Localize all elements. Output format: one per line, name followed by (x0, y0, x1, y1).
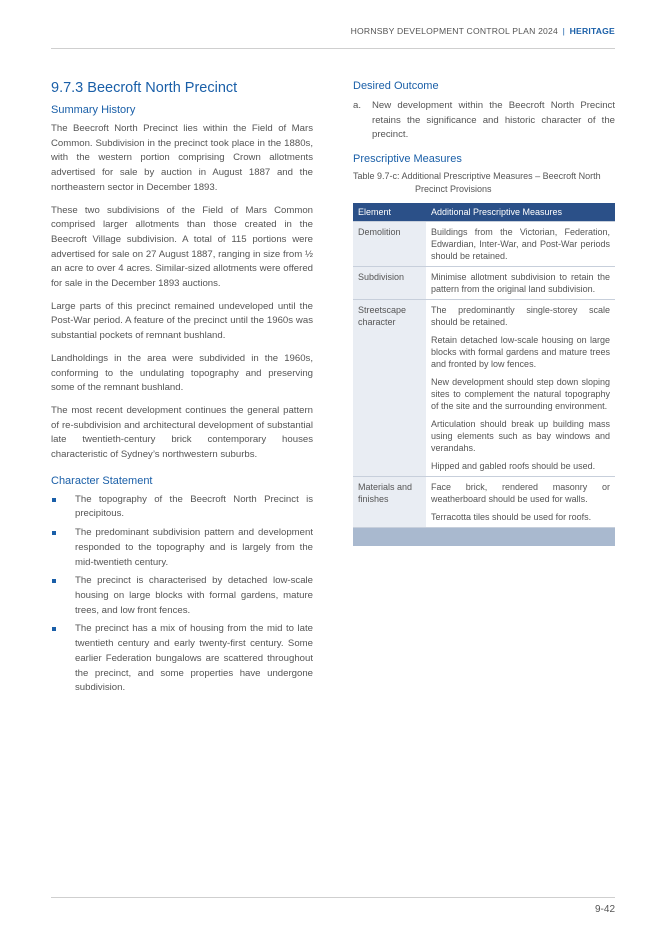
header-document-title: HORNSBY DEVELOPMENT CONTROL PLAN 2024 (350, 26, 558, 36)
table-footer-cell (353, 528, 615, 547)
summary-paragraph: These two subdivisions of the Field of Mars Common comprised larger allotments than those created in the Beecroft Village subdivision. A total of 115 portions were advertised for sale on 27 August 1887, ranging in size from ½ an acre to over 4 acres. Similar-sized allotments were offered for sale in the December 1893 auctions. (51, 204, 313, 290)
bullet-text: The precinct has a mix of housing from the mid to late twentieth century and early twenty-first century. Some earlier Federation bungalows are scattered throughout the precinct, and some properties have undergone subdivision. (75, 623, 313, 694)
bullet-text: The topography of the Beecroft North Precinct is precipitous. (75, 493, 313, 520)
measure-text: Minimise allotment subdivision to retain the pattern from the original land subdivision. (431, 272, 610, 295)
bullet-square-icon (52, 531, 56, 535)
page-title: 9.7.3 Beecroft North Precinct (51, 80, 238, 96)
column-header-measures: Additional Prescriptive Measures (426, 203, 615, 222)
header-section: HERITAGE (569, 26, 615, 36)
element-cell: Demolition (353, 222, 426, 267)
bullet-text: The predominant subdivision pattern and development responded to the topography and is largely from the mid-twentieth century. (75, 527, 313, 568)
running-header (351, 26, 615, 36)
bullet-item (51, 493, 313, 522)
bullet-item (51, 526, 313, 570)
element-cell: Materials and finishes (353, 477, 426, 528)
measures-cell (426, 477, 615, 528)
page-number: 9-42 (594, 904, 615, 915)
table-footer-row (353, 528, 615, 547)
desired-outcome-item (353, 99, 615, 143)
header-separator: | (562, 26, 566, 36)
bullet-square-icon (52, 579, 56, 583)
outcome-text: New development within the Beecroft North Precinct retains the significance and historic character of the precinct. (372, 100, 615, 141)
bullet-square-icon (52, 498, 56, 502)
measure-text: The predominantly single-storey scale should be retained. (431, 305, 610, 328)
footer-rule (51, 897, 615, 898)
measure-text: Hipped and gabled roofs should be used. (431, 461, 596, 472)
table-row (353, 300, 615, 477)
table-row (353, 267, 615, 300)
bullet-text: The precinct is characterised by detached low-scale housing on large blocks with formal gardens, mature trees, and low front fences. (75, 575, 313, 616)
measures-cell (426, 267, 615, 300)
summary-history-heading: Summary History (51, 104, 136, 116)
header-rule (51, 48, 615, 49)
measure-text: Terracotta tiles should be used for roofs. (431, 512, 592, 523)
left-column (51, 80, 313, 700)
table-caption-line: Table 9.7-c: Additional Prescriptive Measures – Beecroft North (353, 171, 601, 182)
summary-paragraph: The Beecroft North Precinct lies within the Field of Mars Common. Subdivision in the precinct took place in the 1880s, with the western portion comprising Crown allotments advertised for sale by auction in August 1887 and the northeastern sector in December 1893. (51, 123, 313, 193)
bullet-square-icon (52, 627, 56, 631)
desired-outcome-heading: Desired Outcome (353, 80, 439, 92)
summary-paragraph: Landholdings in the area were subdivided in the 1960s, conforming to the undulating topography and preserving some of the remnant bushland. (51, 352, 313, 394)
bullet-item (51, 622, 313, 696)
table-caption-line: Precinct Provisions (415, 183, 492, 194)
element-cell: Subdivision (353, 267, 426, 300)
summary-paragraph: Large parts of this precinct remained undeveloped until the Post-War period. A feature of the precinct until the 1960s was substantial pockets of remnant bushland. (51, 300, 313, 342)
table-row (353, 222, 615, 267)
column-header-element: Element (353, 203, 426, 222)
table-header-row (353, 203, 615, 222)
measures-cell (426, 222, 615, 267)
measure-text: Buildings from the Victorian, Federation, Edwardian, Inter-War, and Post-War periods should be retained. (431, 227, 610, 262)
table-caption (353, 170, 615, 195)
measure-text: Face brick, rendered masonry or weatherboard should be used for walls. (431, 482, 610, 505)
prescriptive-measures-heading: Prescriptive Measures (353, 153, 462, 166)
prescriptive-measures-table (353, 203, 615, 546)
right-column (353, 80, 615, 546)
table-row (353, 477, 615, 528)
bullet-item (51, 574, 313, 618)
outcome-label: a. (353, 100, 362, 111)
character-statement-heading: Character Statement (51, 474, 153, 487)
measures-cell (426, 300, 615, 477)
character-bullet-list (51, 493, 313, 696)
measure-text: Articulation should break up building mass using elements such as bay windows and verandahs. (431, 419, 610, 454)
summary-paragraph: The most recent development continues the general pattern of re-subdivision and architectural development of substantial late twentieth-century brick contemporary houses characteristic of Sydney’s northwestern suburbs. (51, 404, 313, 461)
element-cell: Streetscape character (353, 300, 426, 477)
measure-text: Retain detached low-scale housing on large blocks with formal gardens and mature trees and fronted by low fences. (431, 335, 610, 370)
measure-text: New development should step down sloping sites to complement the natural topography of the site and the surrounding environment. (431, 377, 610, 412)
